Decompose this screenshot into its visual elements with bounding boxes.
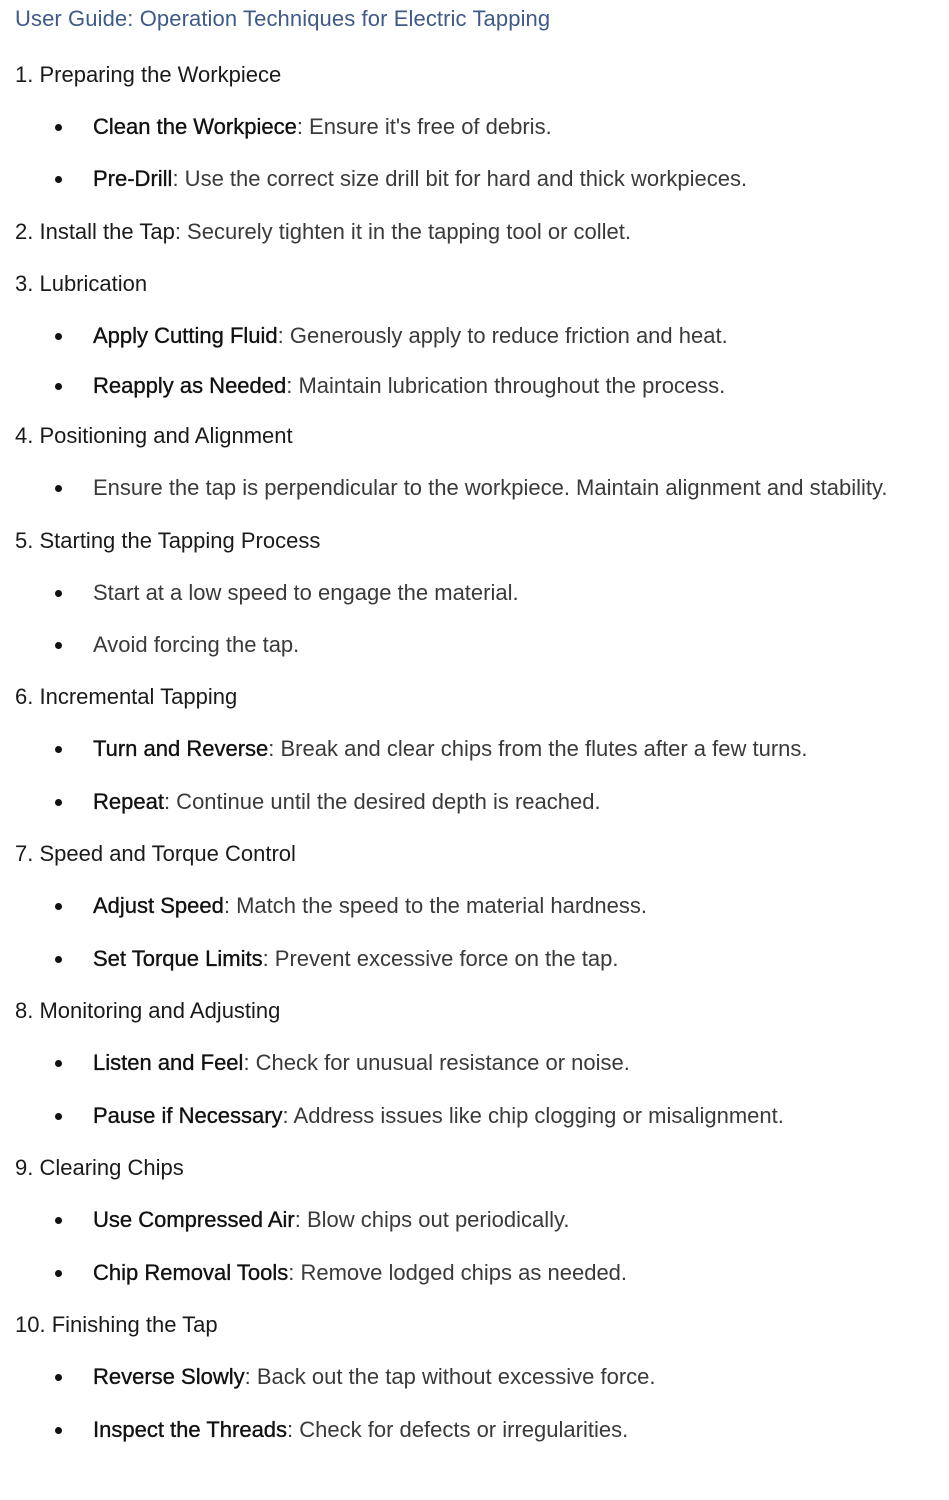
bullet-term: Inspect the Threads [93, 1417, 288, 1442]
section-title: Positioning and Alignment [39, 423, 293, 448]
bullet-icon [55, 1374, 62, 1381]
bullet-term: Reapply as Needed [93, 373, 287, 398]
section-number: 2. [15, 219, 40, 244]
section-title: Preparing the Workpiece [39, 62, 282, 87]
bullet-icon [55, 799, 62, 806]
section-title: Monitoring and Adjusting [39, 998, 281, 1023]
bullet-icon [55, 590, 62, 597]
document-title: User Guide: Operation Techniques for Electric Tapping [15, 6, 551, 31]
section-6-heading [15, 682, 237, 712]
bullet-description: : Check for defects or irregularities. [287, 1417, 629, 1442]
section-title: Speed and Torque Control [39, 841, 296, 866]
bullet-term: Turn and Reverse [93, 736, 269, 761]
bullet-description: : Check for unusual resistance or noise. [243, 1050, 630, 1075]
section-title: Finishing the Tap [51, 1312, 218, 1337]
bullet-description: : Continue until the desired depth is reached. [163, 789, 601, 814]
section-8-heading [15, 996, 280, 1026]
section-number: 10. [15, 1312, 52, 1337]
section-description: : Securely tighten it in the tapping tool or collet. [174, 219, 631, 244]
bullet-term: Adjust Speed [93, 893, 224, 918]
section-title: Incremental Tapping [39, 684, 238, 709]
section-title: Lubrication [39, 271, 148, 296]
bullet-term: Set Torque Limits [93, 946, 263, 971]
bullet-description: : Blow chips out periodically. [294, 1207, 570, 1232]
section-2-heading [15, 217, 631, 247]
bullet-description: : Prevent excessive force on the tap. [262, 946, 619, 971]
section-3-heading [15, 269, 147, 299]
section-title: Starting the Tapping Process [39, 528, 321, 553]
section-title: Install the Tap [39, 219, 175, 244]
bullet-icon [55, 176, 62, 183]
bullet-term: Use Compressed Air [93, 1207, 295, 1232]
bullet-icon [55, 746, 62, 753]
bullet-term: Pause if Necessary [93, 1103, 283, 1128]
bullet-icon [55, 903, 62, 910]
bullet-description: Avoid forcing the tap. [93, 632, 300, 657]
bullet-description: : Break and clear chips from the flutes after a few turns. [268, 736, 808, 761]
bullet-description: : Match the speed to the material hardness. [223, 893, 647, 918]
bullet-icon [55, 383, 62, 390]
bullet-description: Start at a low speed to engage the material. [93, 580, 519, 605]
section-10-heading [15, 1310, 218, 1340]
bullet-description: : Generously apply to reduce friction and heat. [277, 323, 728, 348]
section-1-heading [15, 60, 281, 90]
bullet-icon [55, 1427, 62, 1434]
bullet-icon [55, 333, 62, 340]
bullet-icon [55, 1270, 62, 1277]
section-number: 4. [15, 423, 40, 448]
section-number: 9. [15, 1155, 40, 1180]
section-number: 5. [15, 528, 40, 553]
section-9-heading [15, 1153, 184, 1183]
section-number: 7. [15, 841, 40, 866]
bullet-icon [55, 642, 62, 649]
bullet-term: Listen and Feel [93, 1050, 244, 1075]
section-number: 1. [15, 62, 40, 87]
section-number: 6. [15, 684, 40, 709]
bullet-icon [55, 1113, 62, 1120]
bullet-description: Ensure the tap is perpendicular to the workpiece. Maintain alignment and stability. [93, 475, 888, 500]
section-5-heading [15, 526, 320, 556]
section-7-heading [15, 839, 296, 869]
section-title: Clearing Chips [39, 1155, 184, 1180]
bullet-icon [55, 124, 62, 131]
bullet-description: : Use the correct size drill bit for hard and thick workpieces. [172, 166, 748, 191]
bullet-term: Clean the Workpiece [93, 114, 297, 139]
section-number: 3. [15, 271, 40, 296]
bullet-icon [55, 485, 62, 492]
section-4-heading [15, 421, 293, 451]
bullet-term: Repeat [93, 789, 164, 814]
bullet-description: : Ensure it's free of debris. [296, 114, 552, 139]
bullet-icon [55, 1060, 62, 1067]
bullet-description: : Address issues like chip clogging or misalignment. [282, 1103, 784, 1128]
bullet-term: Pre-Drill [93, 166, 173, 191]
bullet-icon [55, 1217, 62, 1224]
section-number: 8. [15, 998, 40, 1023]
bullet-term: Apply Cutting Fluid [93, 323, 278, 348]
bullet-icon [55, 956, 62, 963]
bullet-description: : Remove lodged chips as needed. [288, 1260, 628, 1285]
bullet-term: Reverse Slowly [93, 1364, 245, 1389]
bullet-term: Chip Removal Tools [93, 1260, 289, 1285]
bullet-description: : Back out the tap without excessive force. [244, 1364, 656, 1389]
bullet-description: : Maintain lubrication throughout the process. [286, 373, 726, 398]
